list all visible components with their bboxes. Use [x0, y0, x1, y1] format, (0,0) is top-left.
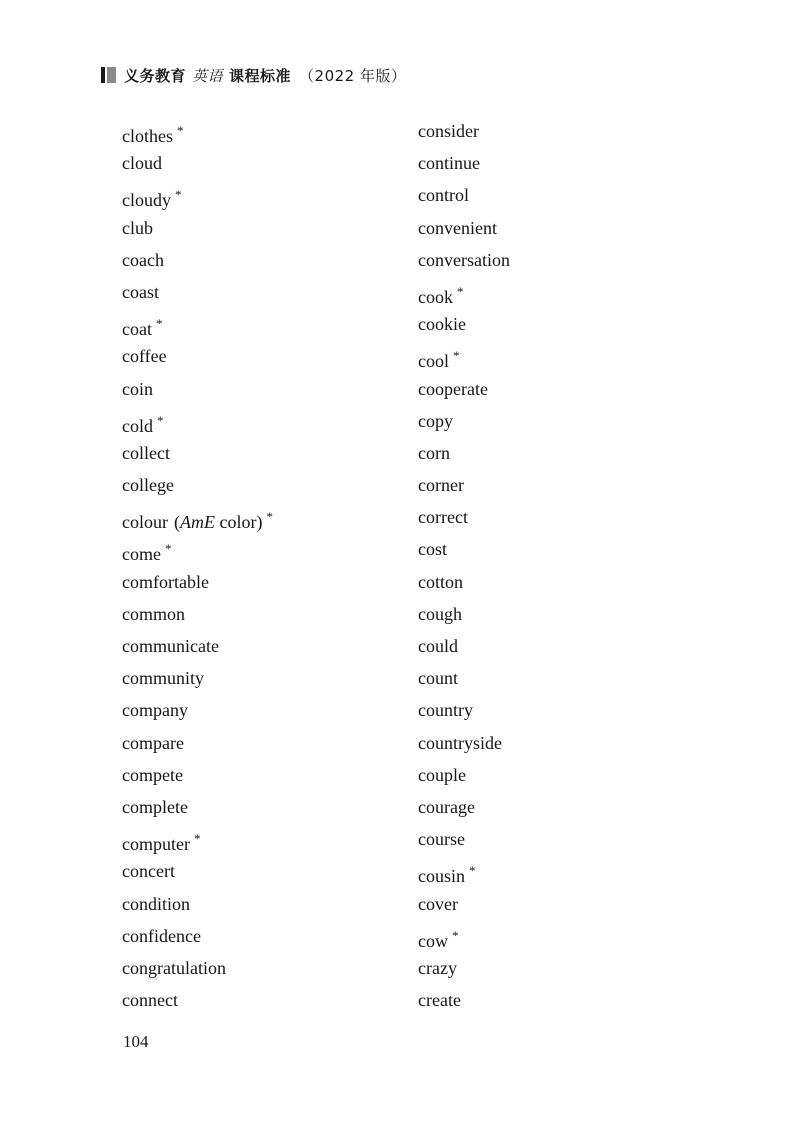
word-entry [418, 276, 510, 308]
word-entry [122, 823, 273, 855]
word-entry [418, 759, 510, 791]
word-text: cool [418, 351, 449, 372]
word-text: computer [122, 834, 190, 855]
word-entry [418, 308, 510, 340]
word-entry [418, 662, 510, 694]
word-text: coffee [122, 346, 167, 367]
word-entry [418, 501, 510, 533]
word-entry [418, 405, 510, 437]
word-text: colour [122, 512, 168, 533]
asterisk-mark: * [193, 831, 201, 847]
word-text: company [122, 700, 188, 721]
word-entry [122, 469, 273, 501]
word-text: continue [418, 153, 480, 174]
word-text: complete [122, 796, 188, 817]
word-text: cloudy [122, 190, 171, 211]
page-number: 104 [123, 1032, 149, 1051]
word-text: cost [418, 539, 447, 560]
word-entry [122, 662, 273, 694]
word-entry [122, 888, 273, 920]
word-text: count [418, 668, 458, 689]
word-entry [122, 115, 273, 147]
word-text: country [418, 700, 473, 721]
word-list-left-column [122, 115, 273, 1016]
word-entry [122, 920, 273, 952]
word-text: college [122, 475, 174, 496]
word-entry [418, 533, 510, 565]
word-text: could [418, 636, 458, 656]
word-entry [122, 952, 273, 984]
word-entry [122, 694, 273, 726]
word-entry [122, 598, 273, 630]
word-entry [418, 630, 510, 662]
word-text: courage [418, 796, 475, 817]
header-text [124, 65, 407, 86]
word-text: cover [418, 893, 458, 914]
word-text: condition [122, 893, 190, 914]
word-text: conversation [418, 249, 510, 270]
word-text: convenient [418, 217, 497, 238]
header-subject: 英语 [192, 66, 224, 85]
header-series: 义务教育 [124, 66, 187, 85]
word-text: cook [418, 286, 453, 307]
asterisk-mark: * [457, 283, 464, 299]
asterisk-mark: * [266, 509, 273, 525]
word-entry [418, 598, 510, 630]
word-text: countryside [418, 732, 502, 753]
word-entry [418, 340, 510, 372]
asterisk-mark: * [469, 863, 476, 879]
word-text: course [418, 829, 465, 850]
word-entry [122, 533, 273, 565]
word-text: common [122, 603, 185, 624]
asterisk-mark: * [177, 123, 184, 138]
asterisk-mark: * [157, 412, 164, 428]
word-text: coach [122, 249, 164, 270]
word-entry [122, 244, 273, 276]
word-text: cotton [418, 571, 463, 592]
word-text: coat [122, 319, 152, 340]
word-text: confidence [122, 925, 201, 946]
word-entry [122, 147, 273, 179]
word-text: clothes [122, 126, 173, 146]
word-entry [122, 630, 273, 662]
word-entry [122, 984, 273, 1016]
word-entry [122, 308, 273, 340]
word-entry [122, 855, 273, 887]
header-title: 课程标准 [229, 66, 292, 85]
word-entry [418, 437, 510, 469]
word-text: compare [122, 732, 184, 753]
word-entry [122, 340, 273, 372]
running-header [101, 63, 407, 87]
word-entry [122, 727, 273, 759]
word-entry [122, 566, 273, 598]
word-text: cousin [418, 866, 465, 887]
word-entry [418, 179, 510, 211]
word-text: control [418, 185, 469, 206]
word-text: coast [122, 281, 159, 302]
word-entry [418, 855, 510, 887]
word-entry [122, 276, 273, 308]
word-entry [418, 566, 510, 598]
word-entry [418, 469, 510, 501]
word-text: communicate [122, 636, 219, 656]
word-text: comfortable [122, 571, 209, 592]
word-entry [418, 694, 510, 726]
word-text: club [122, 217, 153, 238]
gloss-abbreviation: AmE [179, 512, 215, 533]
word-entry [418, 888, 510, 920]
word-text: collect [122, 442, 170, 463]
word-entry [418, 823, 510, 855]
word-entry [418, 115, 510, 147]
word-text: connect [122, 990, 178, 1011]
word-text: create [418, 990, 461, 1011]
word-entry [418, 373, 510, 405]
asterisk-mark: * [164, 541, 172, 557]
word-entry [418, 920, 510, 952]
word-entry [122, 212, 273, 244]
word-entry [418, 791, 510, 823]
header-edition: （2022 年版） [299, 66, 407, 85]
asterisk-mark: * [155, 316, 163, 332]
word-text: community [122, 668, 204, 689]
word-text: cold [122, 415, 153, 436]
word-entry [122, 179, 273, 211]
word-text: consider [418, 121, 479, 141]
gloss-open-paren: ( [173, 512, 180, 533]
word-entry [122, 501, 273, 533]
word-text: cookie [418, 314, 466, 335]
word-variant-gloss [174, 512, 262, 532]
gloss-variant-word: color) [219, 512, 263, 533]
word-entry [418, 984, 510, 1016]
word-entry [418, 727, 510, 759]
word-text: cow [418, 930, 448, 951]
asterisk-mark: * [452, 927, 459, 943]
word-entry [418, 147, 510, 179]
word-text: crazy [418, 957, 457, 978]
word-entry [122, 759, 273, 791]
word-text: coin [122, 378, 153, 399]
word-text: congratulation [122, 957, 226, 978]
header-bar-marker-icon [101, 67, 116, 83]
word-entry [122, 791, 273, 823]
word-entry [418, 952, 510, 984]
word-list-right-column [418, 115, 510, 1016]
word-text: corner [418, 475, 464, 496]
word-text: cloud [122, 153, 162, 174]
word-entry [418, 212, 510, 244]
word-entry [122, 405, 273, 437]
word-text: correct [418, 507, 468, 528]
word-text: copy [418, 410, 453, 431]
word-text: cooperate [418, 378, 488, 399]
word-entry [418, 244, 510, 276]
word-entry [122, 437, 273, 469]
asterisk-mark: * [175, 187, 182, 203]
word-entry [122, 373, 273, 405]
word-text: compete [122, 764, 183, 785]
word-text: corn [418, 442, 450, 463]
word-text: come [122, 544, 161, 565]
word-text: cough [418, 603, 462, 624]
word-text: couple [418, 764, 466, 785]
word-text: concert [122, 861, 175, 882]
asterisk-mark: * [453, 348, 460, 364]
